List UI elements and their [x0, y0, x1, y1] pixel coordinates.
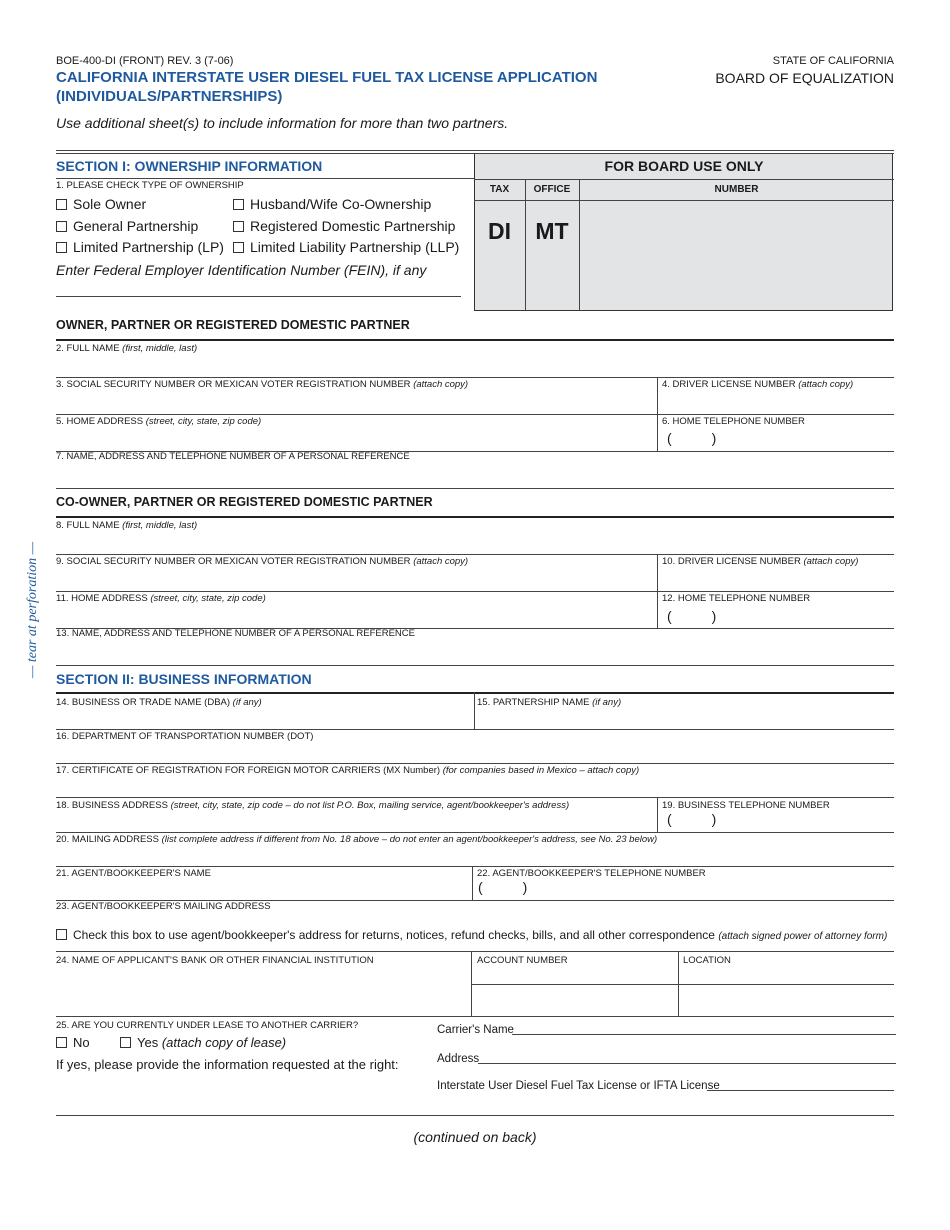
form-id: BOE-400-DI (FRONT) REV. 3 (7-06): [56, 55, 234, 67]
field-13-input[interactable]: [56, 641, 894, 665]
instruction-text: Use additional sheet(s) to include information for more than two partners.: [56, 115, 509, 131]
field-23-label: 23. AGENT/BOOKKEEPER'S MAILING ADDRESS: [56, 901, 271, 912]
agency-label: BOARD OF EQUALIZATION: [715, 70, 894, 86]
field-17-input[interactable]: [56, 777, 894, 797]
field-12-phone-input[interactable]: ( ): [667, 608, 717, 624]
checkbox[interactable]: [56, 929, 67, 940]
field-20-input[interactable]: [56, 846, 894, 866]
agent-address-check[interactable]: Check this box to use agent/bookkeeper's address for returns, notices, refund checks, bills, and all other correspondence (attach signed power of attorney form): [56, 928, 887, 942]
carrier-address-input[interactable]: [478, 1063, 896, 1064]
license-input[interactable]: [707, 1090, 894, 1091]
field-15-input[interactable]: [477, 709, 894, 729]
continued-note: (continued on back): [413, 1129, 537, 1145]
field-12-label: 12. HOME TELEPHONE NUMBER: [662, 593, 811, 604]
field-7-input[interactable]: [56, 464, 894, 488]
form-title-line1: CALIFORNIA INTERSTATE USER DIESEL FUEL TAX LICENSE APPLICATION: [56, 69, 598, 86]
tear-perforation-note: — tear at perforation —: [25, 541, 40, 679]
field-24-label: 24. NAME OF APPLICANT'S BANK OR OTHER FINANCIAL INSTITUTION: [56, 955, 374, 966]
field-4-label: 4. DRIVER LICENSE NUMBER (attach copy): [662, 379, 854, 390]
field-4-input[interactable]: [660, 392, 894, 414]
field-10-input[interactable]: [660, 569, 894, 591]
col-tax-header: TAX: [489, 184, 510, 195]
field-9-input[interactable]: [56, 569, 656, 591]
field-18-input[interactable]: [56, 812, 656, 832]
location-label: LOCATION: [683, 955, 731, 966]
q1-label: 1. PLEASE CHECK TYPE OF OWNERSHIP: [56, 180, 244, 191]
field-16-label: 16. DEPARTMENT OF TRANSPORTATION NUMBER (DOT): [56, 731, 314, 742]
field-11-label: 11. HOME ADDRESS (street, city, state, zip code): [56, 593, 266, 604]
field-21-input[interactable]: [56, 880, 470, 900]
field-14-label: 14. BUSINESS OR TRADE NAME (DBA) (if any): [56, 697, 262, 708]
option-llp[interactable]: Limited Liability Partnership (LLP): [233, 239, 459, 255]
checkbox[interactable]: [56, 221, 67, 232]
checkbox[interactable]: [233, 221, 244, 232]
option-limited-partnership[interactable]: Limited Partnership (LP): [56, 239, 224, 255]
field-20-label: 20. MAILING ADDRESS (list complete address if different from No. 18 above – do not enter an agent/bookkeeper's address, see No. 23 below): [56, 834, 658, 845]
checkbox[interactable]: [233, 242, 244, 253]
coowner-heading: CO-OWNER, PARTNER OR REGISTERED DOMESTIC PARTNER: [56, 495, 433, 509]
lease-no-option[interactable]: No: [56, 1035, 90, 1050]
section1-title: SECTION I: OWNERSHIP INFORMATION: [56, 158, 323, 174]
if-yes-instruction: If yes, please provide the information requested at the right:: [56, 1057, 399, 1072]
field-3-input[interactable]: [56, 392, 656, 414]
option-registered-domestic[interactable]: Registered Domestic Partnership: [233, 218, 455, 234]
owner-heading: OWNER, PARTNER OR REGISTERED DOMESTIC PARTNER: [56, 318, 410, 332]
office-value: MT: [535, 218, 569, 244]
field-2-label: 2. FULL NAME (first, middle, last): [56, 343, 198, 354]
option-husband-wife[interactable]: Husband/Wife Co-Ownership: [233, 196, 431, 212]
account-number-input[interactable]: [473, 986, 677, 1015]
field-7-label: 7. NAME, ADDRESS AND TELEPHONE NUMBER OF A PERSONAL REFERENCE: [56, 451, 410, 462]
license-label: Interstate User Diesel Fuel Tax License or IFTA License: [437, 1080, 720, 1092]
field-9-label: 9. SOCIAL SECURITY NUMBER OR MEXICAN VOTER REGISTRATION NUMBER (attach copy): [56, 556, 469, 567]
field-6-phone-input[interactable]: ( ): [667, 430, 717, 446]
carrier-name-label: Carrier's Name: [437, 1024, 514, 1036]
checkbox[interactable]: [56, 199, 67, 210]
fein-label: Enter Federal Employer Identification Number (FEIN), if any: [56, 262, 427, 278]
field-18-label: 18. BUSINESS ADDRESS (street, city, state, zip code – do not list P.O. Box, mailing service, agent/bookkeeper's address): [56, 800, 570, 811]
field-11-input[interactable]: [56, 606, 656, 628]
option-general-partnership[interactable]: General Partnership: [56, 218, 198, 234]
field-22-phone-input[interactable]: ( ): [478, 879, 528, 895]
checkbox[interactable]: [120, 1037, 131, 1048]
section2-title: SECTION II: BUSINESS INFORMATION: [56, 671, 312, 687]
field-8-input[interactable]: [56, 532, 894, 554]
field-25-label: 25. ARE YOU CURRENTLY UNDER LEASE TO ANOTHER CARRIER?: [56, 1020, 359, 1031]
col-office-header: OFFICE: [533, 184, 571, 195]
location-input[interactable]: [680, 986, 893, 1015]
form-title-line2: (INDIVIDUALS/PARTNERSHIPS): [56, 88, 283, 105]
col-number-header: NUMBER: [714, 184, 759, 195]
field-19-label: 19. BUSINESS TELEPHONE NUMBER: [662, 800, 830, 811]
lease-yes-option[interactable]: Yes (attach copy of lease): [120, 1035, 286, 1050]
field-22-label: 22. AGENT/BOOKKEEPER'S TELEPHONE NUMBER: [477, 868, 706, 879]
board-use-title: FOR BOARD USE ONLY: [604, 158, 764, 174]
field-8-label: 8. FULL NAME (first, middle, last): [56, 520, 198, 531]
field-19-phone-input[interactable]: ( ): [667, 811, 717, 827]
fein-input-line[interactable]: [56, 296, 461, 297]
field-17-label: 17. CERTIFICATE OF REGISTRATION FOR FOREIGN MOTOR CARRIERS (MX Number) (for companies based in Mexico – attach copy): [56, 765, 640, 776]
field-15-label: 15. PARTNERSHIP NAME (if any): [477, 697, 622, 708]
field-3-label: 3. SOCIAL SECURITY NUMBER OR MEXICAN VOTER REGISTRATION NUMBER (attach copy): [56, 379, 469, 390]
option-sole-owner[interactable]: Sole Owner: [56, 196, 146, 212]
field-23-input[interactable]: [56, 913, 894, 927]
checkbox[interactable]: [233, 199, 244, 210]
field-6-label: 6. HOME TELEPHONE NUMBER: [662, 416, 805, 427]
bank-name-input[interactable]: [56, 968, 470, 1015]
field-5-label: 5. HOME ADDRESS (street, city, state, zip code): [56, 416, 262, 427]
state-label: STATE OF CALIFORNIA: [772, 55, 894, 67]
tax-value: DI: [488, 218, 511, 244]
checkbox[interactable]: [56, 1037, 67, 1048]
field-2-input[interactable]: [56, 355, 894, 377]
field-10-label: 10. DRIVER LICENSE NUMBER (attach copy): [662, 556, 859, 567]
field-21-label: 21. AGENT/BOOKKEEPER'S NAME: [56, 868, 211, 879]
field-13-label: 13. NAME, ADDRESS AND TELEPHONE NUMBER OF A PERSONAL REFERENCE: [56, 628, 415, 639]
checkbox[interactable]: [56, 242, 67, 253]
carrier-name-input[interactable]: [512, 1034, 896, 1035]
carrier-address-label: Address: [437, 1053, 480, 1065]
field-16-input[interactable]: [56, 743, 894, 763]
field-14-input[interactable]: [56, 709, 474, 729]
field-5-input[interactable]: [56, 429, 656, 451]
account-number-label: ACCOUNT NUMBER: [477, 955, 568, 966]
